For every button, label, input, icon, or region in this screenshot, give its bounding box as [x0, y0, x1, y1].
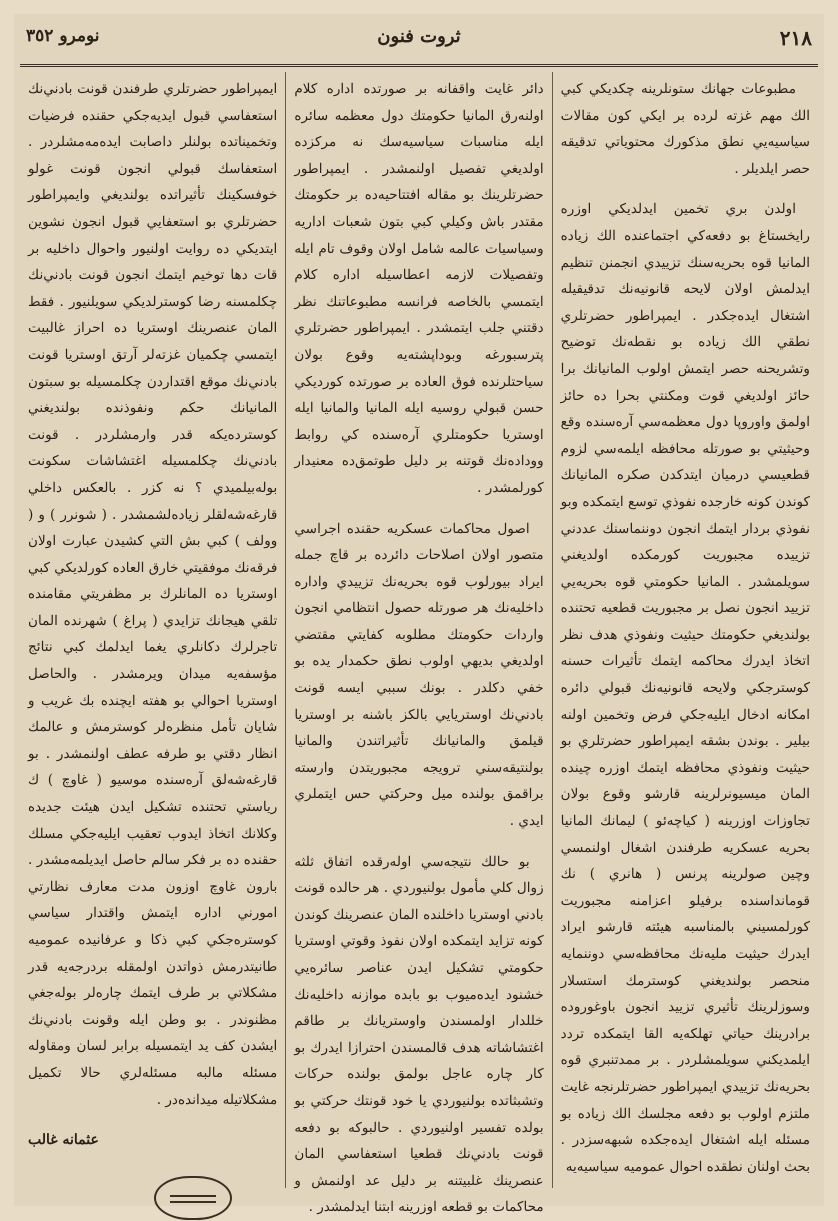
author-signature: عثمانه غالب — [28, 1132, 99, 1149]
paragraph: اصول محاكمات عسكريه حقنده اجراسي متصور اولان اصلاحات دائرده بر قاچ جمله ايراد بيورلوب قوه بحريه‌نك تزييدي واداره داخليه‌نك هر صورتله حصول انتظامي انجون واردات حكومتك مطلوبه كفايتي مقتضي اولديغي بديهي اولوب نطق حكمدار يده بو خفي دكلدر . بونك سببي ايسه قونت بادني‌نك اوستريايي بالكز باشنه بر اوستريا قيلمق والمانيانك تأثيراتندن والمانيا بولنتيقه‌سني ترويجه مجبوريتدن وارسته براقمق بولنده ميل وحركتي حس ايتملري ايدي . — [294, 520, 544, 830]
page-number: ٢١٨ — [779, 26, 812, 50]
column-right — [553, 72, 818, 1188]
column-left — [20, 72, 286, 1188]
journal-title: ثروت فنون — [377, 26, 461, 47]
page-header — [14, 14, 824, 66]
paragraph: مطبوعات جهانك ستونلرينه چكديكي كبي الك مهم غزته لرده بر ايكي كون مقالات سياسيه‌يي نطق مذكورك محتوياتي تدقيقه حصر ايلديلر . — [560, 81, 810, 177]
text-columns — [20, 72, 818, 1216]
paragraph: بو حالك نتيجه‌سي اوله‌رقده اتفاق ثلثه زوال كلي مأمول بولنيوردي . هر حالده قونت بادني اوستريا داخلنده المان عنصرينك كوندن كونه تزايد ايتمكده اولان نفوذ وقوتي اوستريا حكومتي تشكيل ايدن عناصر سائره‌يي خشنود ايده‌ميوب بو بابده موازنه داخليه‌نك خللدار اولمسندن واوستريانك بر طاقم اغتشاشاته هدف قالمسندن احترازا ايدرك بو كار چاره عاجل بولمق بولنده حركات وتشبثاتده بولنيوردي يا خود قونتك حركتي بو بولده تفسير اولنيوردي . حالبوكه بو دفعه قونت بادني‌نك قطعيا استعفاسي المان عنصرينك غلبيتنه بر دليل عد اولنمش و محاكمات بو قطعه اوزرينه ابتنا ايدلمشدر . — [294, 853, 544, 1216]
newspaper-page — [14, 14, 824, 1216]
header-rule — [20, 64, 818, 67]
issue-number: نومرو ٣٥٢ — [26, 26, 100, 46]
seal-emblem — [154, 1176, 232, 1220]
paragraph: اولدن بري تخمين ايدلديكي اوزره رايخستاغ بو دفعه‌كي اجتماعنده الك زياده المانيا قوه بحريه‌سنك تزييدي انجمنن تنظيم ايدلمش اولان لايحه قانونيه‌نك تدقيقيله اشتغال ايده‌جكدر . ايمپراطور حضرتلري نطقي الك زياده بو نقطه‌نك توضيح وتشريحنه حصر ايتمش اولوب المانيانك برا حائز اولديغي قوت ومكنتي بحرا ده حائز اولمق واوروپا دول معظمه‌سي آره‌سنده وقع وحيثيتي بو صورتله محافظه ايلمه‌سي لزوم قطعيسي درميان ايتدكدن صكره المانيانك كوندن كونه خارجده نفوذي توسع ايتمكده وبو نفوذي بردار ايتمك انجون دوننماسنك عددني تزييده مجبوريت كورمكده اولديغني سويلمشدر . المانيا حكومتي قوه بحريه‌يي تزييد انجون نصل بر مجبوريت قطعيه تحتنده بولنديغي حكومتك حيثيت ونفوذي هدف نظر اتخاذ ايدرك محاكمه ايتمك تأثيرات حسنه كوسترجكي ولايحه قانونيه‌نك قبولي دائره امكانه ادخال ايليه‌جكي فرض وتخمين اولنه بيلير . بوندن بشقه ايمپراطور حضرتلري بو حيثيت ونفوذي محافظه ايتمك اوزره چينده المان ميسيونرلرينه قارشو وقوع بولان تجاوزات اوزرينه ( كياچه‌ئو ) ليمانك المانيا بحريه عسكريه طرفندن اشغال اولنمسي وچين صولرينه پرنس ( هانري ) نك قومانداسنده برفيلو اعزامنه مجبوريت كورلمسيني بالمناسبه هيئته قارشو ايراد ايدرك حيثيت مليه‌نك محافظه‌سي دوننمايه منحصر بولنديغني كوسترمك استسلار وسوزلرينك تأثيري تزييد انجون باوغوروده برادرينك حياتي تهلكه‌يه القا ايتمكده تردد ايلمديكني سويلمشلردر . بر ممدتنبري قوه بحريه‌نك تزييدي ايمپراطور حضرتلرنجه غايت ملتزم اولوب بو دفعه مجلسك الك زياده بو مسئله ايله اشتغال ايده‌جكده شبهه‌سزدر . بحث اولنان نطقده احوال عموميه سياسيه‌يه — [560, 201, 810, 1175]
paragraph: ايمپراطور حضرتلري طرفندن قونت بادني‌نك استعفاسي قبول ايديه‌جكي حقنده فرضيات وتخميناتده بولنلر داصابت ايده‌مه‌مشلردر . استعفاسك قبولي انجون قونت غولو خوفسكينك تأثيراتده بولنديغي وايمپراطور حضرتلري بو استعفايي قبول انجون نشوين ايتديكي ده روايت اولنيور واحوال داخليه بر قات دها توخيم ايتمك انجون قونت بادني‌نك چكلمسنه رضا كوسترلديكي سويلنيور . فقط المان عنصرينك اوستريا ده احراز غالبيت ايتمسي چكميان غزته‌لر آرتق اوستريا قونت بادني‌نك موقع اقتداردن چكلمسيله بو سبتون المانيانك حكم ونفوذنده بولنديغني كوسترده‌يكه قدر وارمشلردر . قونت بادني‌نك چكلمسيله اغتشاشات سكونت بوله‌بيلميدي ؟ نه كزر . بالعكس داخلي قارغه‌شه‌لقلر زياده‌لشمشدر . ( شونرر ) و ( وولف ) كبي بش التي كشيدن عبارت اولان فرقه‌نك موفقيتي خارق العاده كورلديكي كبي اوستريا ده المانلرك بر مظفريتي مقامنده تلقي هيجانك تزايدي ( پراغ ) شهرنده المان تاجرلرك دكانلري يغما ايدلمك كبي نتائج مؤسفه‌يه ميدان ويرمشدر . والحاصل اوستريا احوالي بو هفته ايچنده بك غريب و شايان تأمل منظره‌لر كوسترمش و عالمك انظار دقتي بو طرفه عطف اولنمشدر . بو قارغه‌شه‌لق آره‌سنده موسيو ( غاوچ ) ك رياستي تحتنده تشكيل ايدن هيئت جديده وكلانك اتخاذ ايدوب تعقيب ايليه‌جكي مسلك حقنده ده بر فكر سالم حاصل ايديلمه‌مشدر . بارون غاوچ اوزون مدت معارف نظارتي امورني اداره ايتمش واقتدار سياسي كوستره‌جكي كبي ذكا و عرفانيده عموميه طانيتدرمش ذواتدن اولمقله بردرجه‌يه قدر مشكلاتي بر طرف ايتمك چاره‌لر بوله‌جغي مظنوندر . بو وطن ايله وقونت بادني‌نك ايشدن كف يد ايتمسيله برابر لسان ومقاوله مسئله مالبه مسئله‌لري حالا تكميل مشكلاتيله ميدانده‌در . — [28, 81, 278, 1108]
paragraph: دائر غايت واقفانه بر صورتده اداره كلام اولنه‌رق المانيا حكومتك دول معظمه سائره ايله مناسبات سياسيه‌سك نه مركزده اولديغي تفصيل اولنمشدر . ايمپراطور حضرتلرينك بو مقاله افتتاحيه‌ده بر حكومتك مقتدر باش وكيلي كبي بتون شعبات اداريه وسياسيات عالمه شامل اولان وقوف تام ايله وتفصيلات لازمه اعطاسيله اداره كلام ايتمسي بالخاصه فرانسه مطبوعاتنك نظر دقتني جلب ايتمشدر . ايمپراطور حضرتلري پترسبورغه وبوداپشته‌يه وقوع بولان سياحتلرنده فوق العاده بر صورتده كورديكي حسن قبولي روسيه ايله المانيا والمانيا ايله اوستريا حكومتلري آره‌سنده كي روابط ووداده‌نك قوتنه بر دليل طوتمق‌ده معنيدار كورلمشدر . — [294, 81, 544, 496]
column-middle — [286, 72, 552, 1216]
